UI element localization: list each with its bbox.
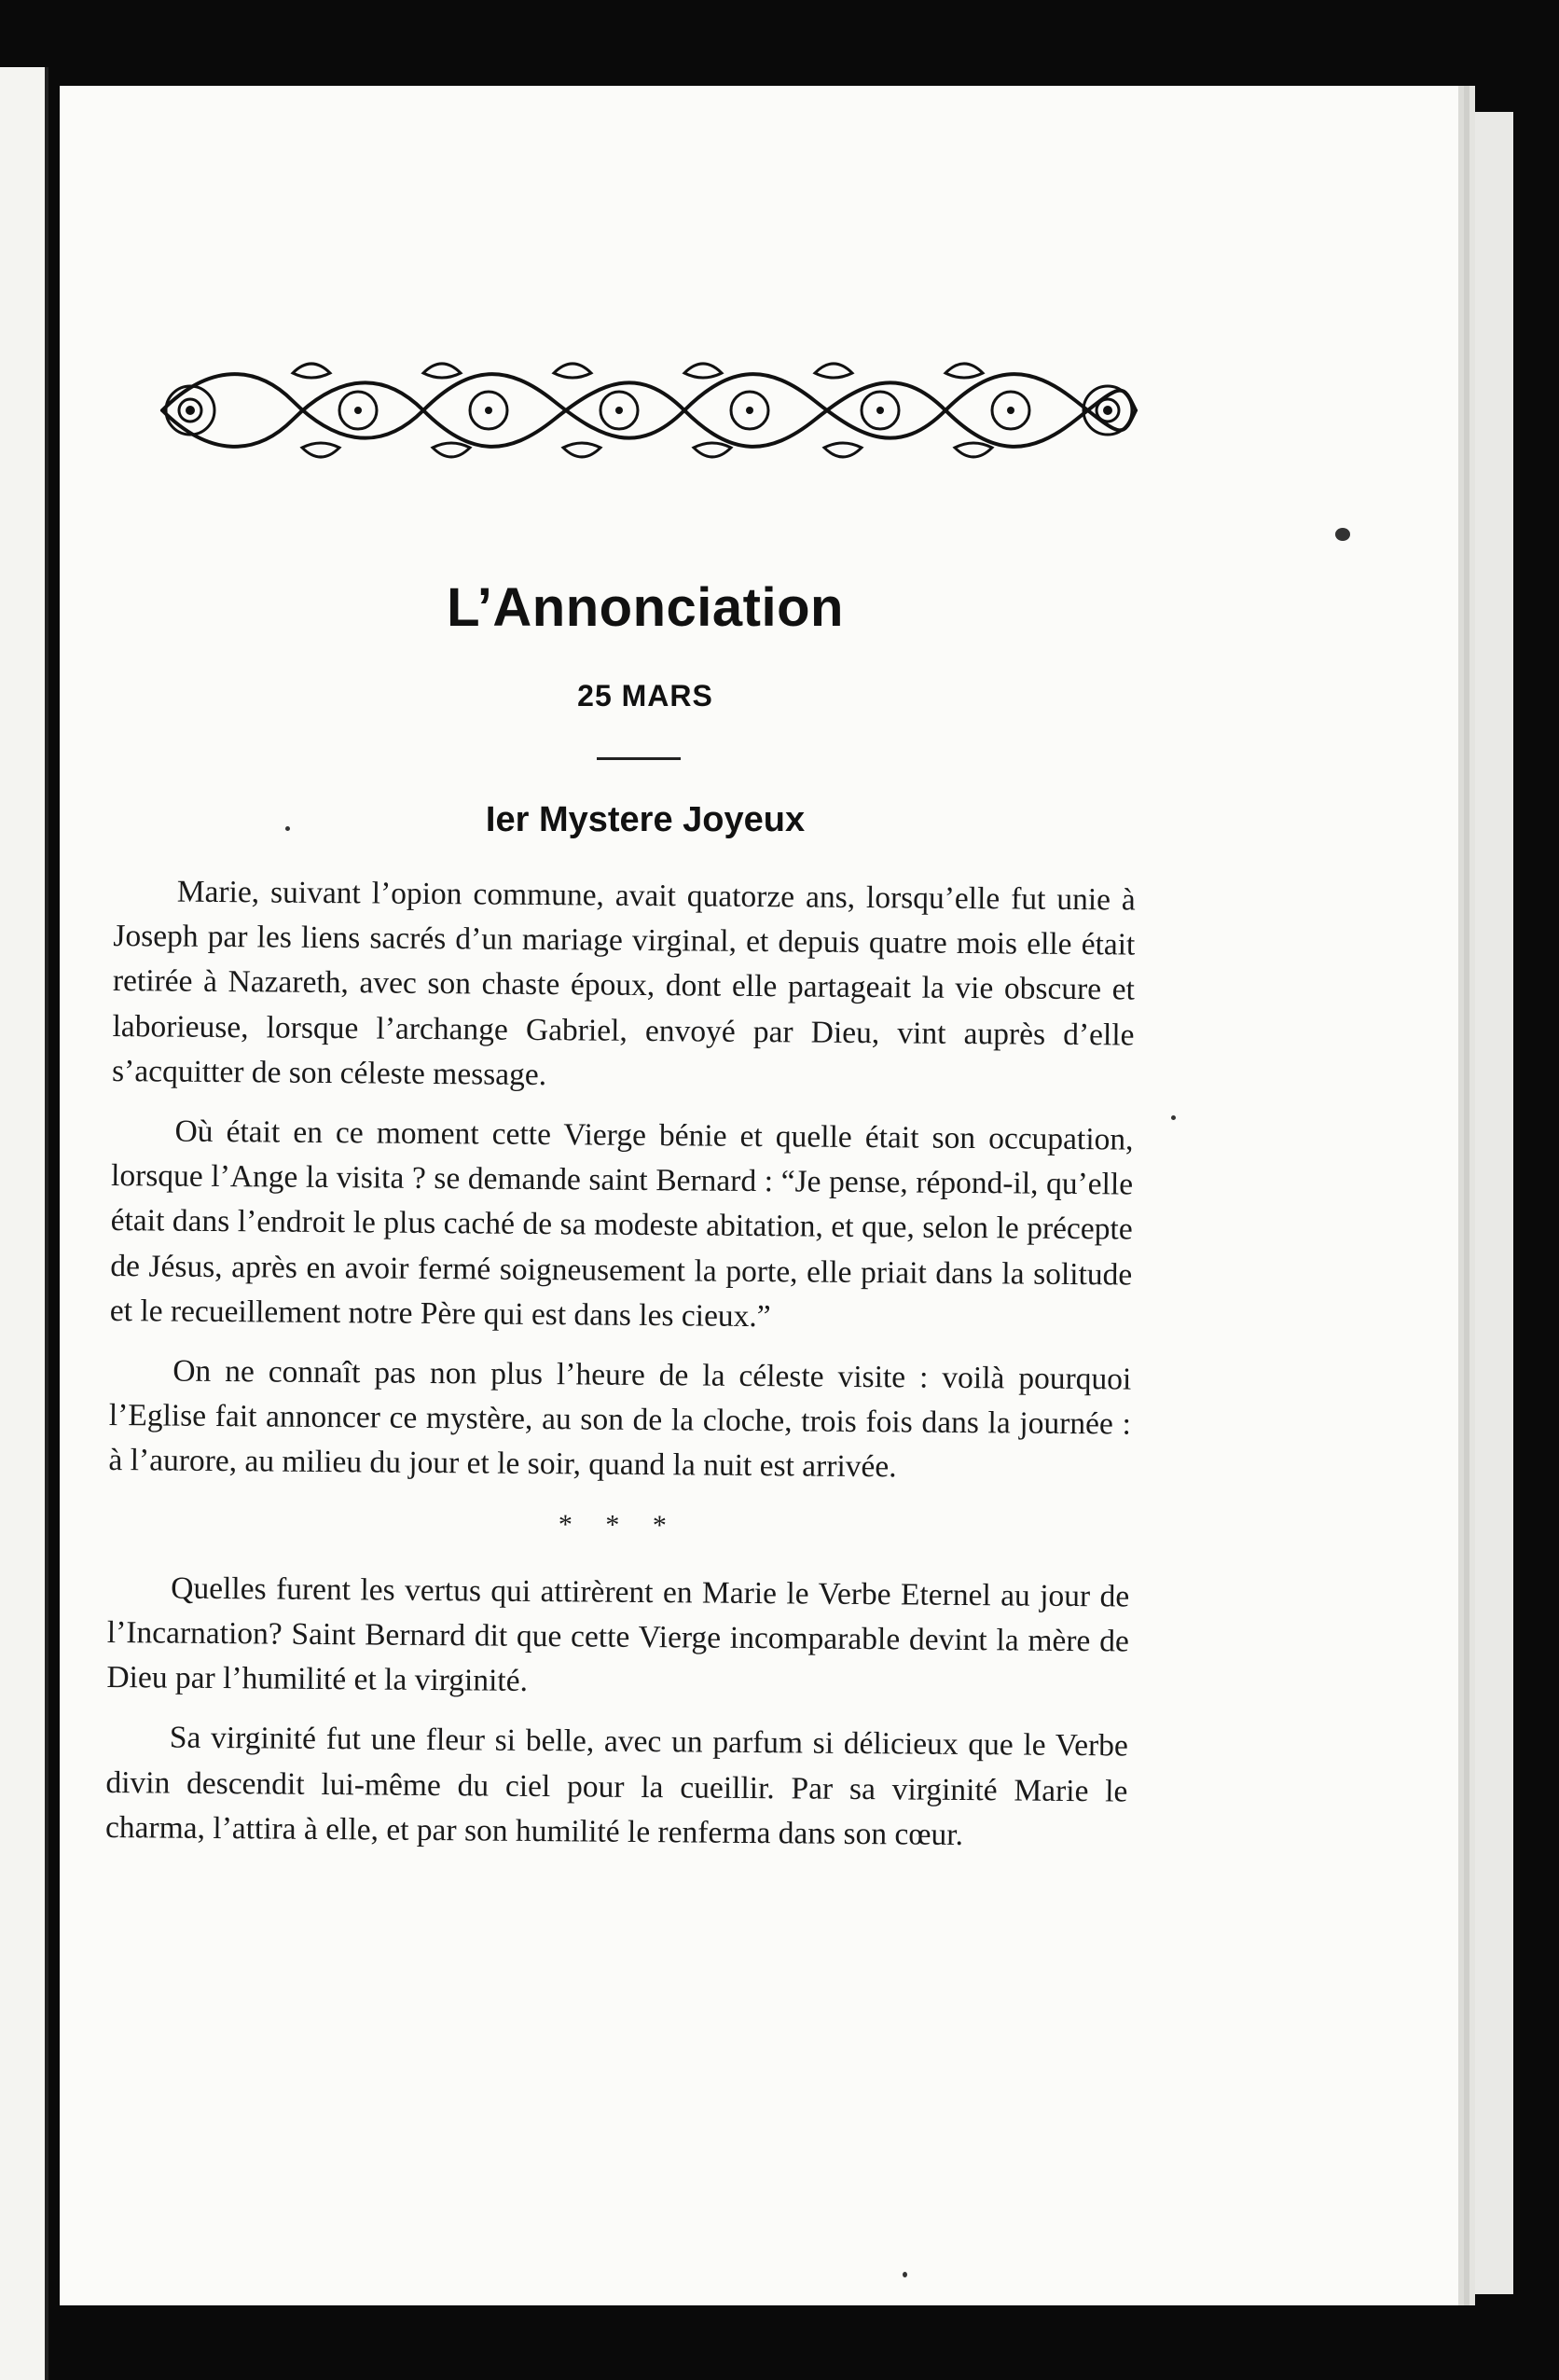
paragraph: On ne connaît pas non plus l’heure de la céleste visite : voilà pourquoi l’Eglise fait annoncer ce mystère, au son de la cloche, trois fois dans la journée : à l’aurore, au milieu du jour et le soir, quand la nuit est arrivée. bbox=[108, 1353, 1132, 1485]
section-subtitle: Ier Mystere Joyeux bbox=[485, 800, 806, 839]
paragraph: Sa virginité fut une fleur si belle, avec un parfum si délicieux que le Verbe divin descendit lui-même du ciel pour la cueillir. Par sa virginité Marie le charma, l’attira à elle, et par son humilité le renferma dans son cœur. bbox=[104, 1721, 1128, 1852]
facing-page-edge bbox=[0, 67, 48, 2380]
dust-speck bbox=[903, 2272, 907, 2277]
paragraph: Où était en ce moment cette Vierge bénie et quelle était son occupation, lorsque l’Ange la visita ? se demande saint Bernard : “Je pense, répond-il, qu’elle était dans l’endroit le plus caché de sa modeste abitation, et que, selon le précepte de Jésus, après en avoir fermé soigneusement la porte, elle priait dans la solitude et le recueillement notre Père qui est dans les cieux.” bbox=[109, 1114, 1134, 1334]
dust-speck bbox=[1335, 528, 1350, 541]
dust-speck bbox=[1171, 1115, 1176, 1120]
section-separator: * * * bbox=[558, 1508, 681, 1541]
paragraph: Quelles furent les vertus qui attirèrent en Marie le Verbe Eternel au jour de l’Incarnation? Saint Bernard dit que cette Vierge incomparable devint la mère de Dieu par l’humilité et la virginité. bbox=[106, 1571, 1130, 1699]
body-text bbox=[105, 869, 1136, 1875]
feast-date: 25 MARS bbox=[577, 679, 713, 713]
floral-ornament-band-icon bbox=[153, 345, 1145, 476]
title-divider bbox=[597, 757, 681, 760]
paragraph: Marie, suivant l’opion commune, avait quatorze ans, lorsqu’elle fut unie à Joseph par les liens sacrés d’un mariage virginal, et depuis quatre mois elle était retirée à Nazareth, avec son chaste époux, dont elle partageait la vie obscure et laborieuse, lorsque l’archange Gabriel, envoyé par Dieu, vint auprès d’elle s’acquitter de son céleste message. bbox=[111, 874, 1136, 1092]
page-title: L’Annonciation bbox=[447, 577, 844, 638]
